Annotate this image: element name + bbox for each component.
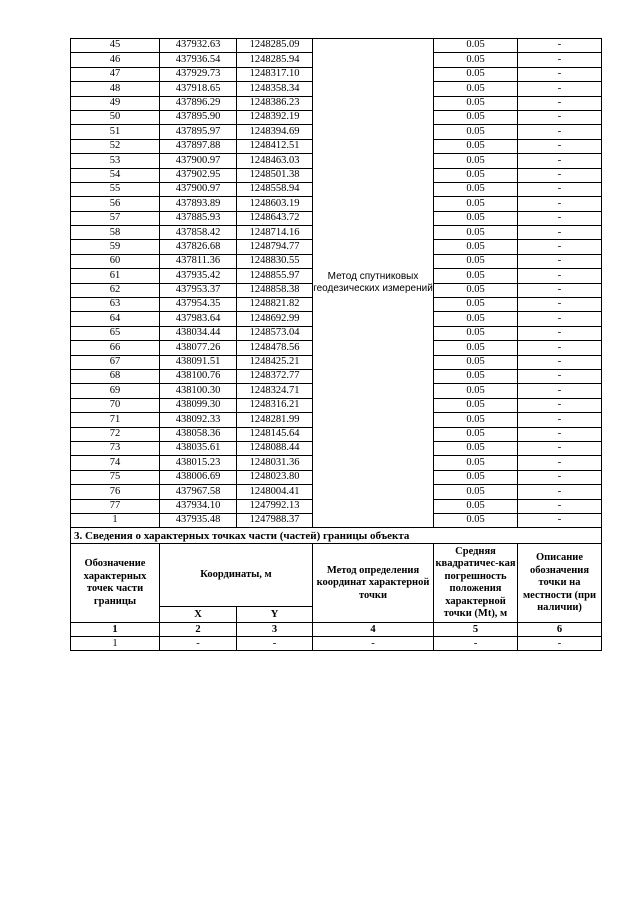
point-x: 437934.10 [160, 499, 237, 513]
point-number: 63 [71, 298, 160, 312]
point-mt: 0.05 [434, 384, 518, 398]
point-mt: 0.05 [434, 312, 518, 326]
point-number: 68 [71, 369, 160, 383]
point-y: 1248821.82 [237, 298, 313, 312]
column-number-row [71, 623, 602, 637]
point-description: - [518, 513, 602, 527]
point-x: 438015.23 [160, 456, 237, 470]
point-x: 437885.93 [160, 211, 237, 225]
point-number: 73 [71, 441, 160, 455]
section3-cell: 1 [71, 637, 160, 651]
point-row [71, 39, 602, 53]
point-x: 437953.37 [160, 283, 237, 297]
header-x: X [160, 607, 237, 623]
point-y: 1248281.99 [237, 413, 313, 427]
header-description: Описание обозначения точки на местности (при наличии) [518, 544, 602, 623]
point-description: - [518, 125, 602, 139]
point-x: 437900.97 [160, 182, 237, 196]
point-description: - [518, 398, 602, 412]
point-description: - [518, 67, 602, 81]
method-cell: Метод спутниковых геодезических измерений [313, 39, 434, 528]
point-mt: 0.05 [434, 441, 518, 455]
point-x: 438058.36 [160, 427, 237, 441]
point-mt: 0.05 [434, 96, 518, 110]
characteristic-points-table [70, 38, 602, 651]
column-number: 6 [518, 623, 602, 637]
point-number: 70 [71, 398, 160, 412]
point-mt: 0.05 [434, 197, 518, 211]
header-y: Y [237, 607, 313, 623]
point-mt: 0.05 [434, 427, 518, 441]
point-number: 61 [71, 269, 160, 283]
point-number: 65 [71, 326, 160, 340]
point-x: 438100.76 [160, 369, 237, 383]
point-description: - [518, 168, 602, 182]
point-y: 1248372.77 [237, 369, 313, 383]
point-number: 64 [71, 312, 160, 326]
section3 [71, 528, 602, 651]
point-description: - [518, 254, 602, 268]
point-mt: 0.05 [434, 499, 518, 513]
point-x: 437929.73 [160, 67, 237, 81]
point-description: - [518, 211, 602, 225]
column-number: 1 [71, 623, 160, 637]
point-number: 60 [71, 254, 160, 268]
point-description: - [518, 53, 602, 67]
point-x: 438035.61 [160, 441, 237, 455]
point-description: - [518, 226, 602, 240]
point-number: 52 [71, 139, 160, 153]
point-x: 437935.48 [160, 513, 237, 527]
point-y: 1247992.13 [237, 499, 313, 513]
point-x: 437897.88 [160, 139, 237, 153]
point-y: 1248603.19 [237, 197, 313, 211]
points-table-body [71, 39, 602, 528]
point-mt: 0.05 [434, 456, 518, 470]
point-x: 438006.69 [160, 470, 237, 484]
point-y: 1248358.34 [237, 82, 313, 96]
point-number: 1 [71, 513, 160, 527]
point-mt: 0.05 [434, 398, 518, 412]
point-mt: 0.05 [434, 226, 518, 240]
point-x: 437858.42 [160, 226, 237, 240]
section3-title: 3. Сведения о характерных точках части (частей) границы объекта [71, 528, 602, 544]
point-y: 1248855.97 [237, 269, 313, 283]
point-mt: 0.05 [434, 182, 518, 196]
point-mt: 0.05 [434, 513, 518, 527]
point-mt: 0.05 [434, 369, 518, 383]
point-number: 54 [71, 168, 160, 182]
point-x: 438099.30 [160, 398, 237, 412]
point-y: 1248285.09 [237, 39, 313, 53]
point-x: 438100.30 [160, 384, 237, 398]
point-y: 1248145.64 [237, 427, 313, 441]
point-y: 1248463.03 [237, 154, 313, 168]
point-mt: 0.05 [434, 298, 518, 312]
point-description: - [518, 427, 602, 441]
point-x: 437902.95 [160, 168, 237, 182]
point-number: 69 [71, 384, 160, 398]
point-mt: 0.05 [434, 485, 518, 499]
point-y: 1248023.80 [237, 470, 313, 484]
point-number: 58 [71, 226, 160, 240]
point-y: 1248714.16 [237, 226, 313, 240]
point-mt: 0.05 [434, 110, 518, 124]
point-number: 66 [71, 341, 160, 355]
column-number: 3 [237, 623, 313, 637]
point-description: - [518, 369, 602, 383]
point-mt: 0.05 [434, 326, 518, 340]
point-y: 1248386.23 [237, 96, 313, 110]
point-y: 1248830.55 [237, 254, 313, 268]
point-description: - [518, 39, 602, 53]
point-mt: 0.05 [434, 168, 518, 182]
point-mt: 0.05 [434, 211, 518, 225]
point-y: 1248478.56 [237, 341, 313, 355]
point-x: 437895.90 [160, 110, 237, 124]
point-x: 437936.54 [160, 53, 237, 67]
point-x: 437935.42 [160, 269, 237, 283]
point-number: 55 [71, 182, 160, 196]
point-x: 437983.64 [160, 312, 237, 326]
point-mt: 0.05 [434, 39, 518, 53]
header-designation: Обозначение характерных точек части границы [71, 544, 160, 623]
point-x: 437811.36 [160, 254, 237, 268]
point-mt: 0.05 [434, 67, 518, 81]
point-y: 1248692.99 [237, 312, 313, 326]
point-x: 437918.65 [160, 82, 237, 96]
point-x: 437967.58 [160, 485, 237, 499]
point-number: 48 [71, 82, 160, 96]
point-mt: 0.05 [434, 139, 518, 153]
point-x: 438091.51 [160, 355, 237, 369]
point-number: 50 [71, 110, 160, 124]
section3-cell: - [313, 637, 434, 651]
point-description: - [518, 441, 602, 455]
point-description: - [518, 312, 602, 326]
section3-cell: - [434, 637, 518, 651]
document-sheet [70, 38, 601, 651]
column-number: 5 [434, 623, 518, 637]
point-number: 74 [71, 456, 160, 470]
point-number: 71 [71, 413, 160, 427]
point-y: 1248412.51 [237, 139, 313, 153]
point-description: - [518, 182, 602, 196]
point-mt: 0.05 [434, 254, 518, 268]
point-description: - [518, 341, 602, 355]
point-description: - [518, 456, 602, 470]
point-y: 1248394.69 [237, 125, 313, 139]
header-method: Метод определения координат характерной точки [313, 544, 434, 623]
point-description: - [518, 154, 602, 168]
point-description: - [518, 139, 602, 153]
point-mt: 0.05 [434, 154, 518, 168]
point-x: 437893.89 [160, 197, 237, 211]
point-x: 437826.68 [160, 240, 237, 254]
section3-cell: - [160, 637, 237, 651]
point-mt: 0.05 [434, 355, 518, 369]
point-y: 1248558.94 [237, 182, 313, 196]
section3-cell: - [237, 637, 313, 651]
point-y: 1248004.41 [237, 485, 313, 499]
point-number: 53 [71, 154, 160, 168]
point-number: 77 [71, 499, 160, 513]
point-y: 1248858.38 [237, 283, 313, 297]
point-description: - [518, 470, 602, 484]
point-x: 438077.26 [160, 341, 237, 355]
point-description: - [518, 499, 602, 513]
point-mt: 0.05 [434, 240, 518, 254]
point-y: 1248285.94 [237, 53, 313, 67]
point-description: - [518, 283, 602, 297]
point-mt: 0.05 [434, 283, 518, 297]
point-number: 57 [71, 211, 160, 225]
section3-cell: - [518, 637, 602, 651]
point-description: - [518, 240, 602, 254]
point-description: - [518, 384, 602, 398]
point-number: 46 [71, 53, 160, 67]
point-description: - [518, 326, 602, 340]
point-x: 437895.97 [160, 125, 237, 139]
point-x: 437932.63 [160, 39, 237, 53]
point-y: 1247988.37 [237, 513, 313, 527]
point-x: 438034.44 [160, 326, 237, 340]
point-number: 75 [71, 470, 160, 484]
header-mt: Средняя квадратичес-кая погрешность положения характерной точки (Mt), м [434, 544, 518, 623]
point-mt: 0.05 [434, 82, 518, 96]
point-y: 1248643.72 [237, 211, 313, 225]
point-number: 51 [71, 125, 160, 139]
point-y: 1248501.38 [237, 168, 313, 182]
point-number: 76 [71, 485, 160, 499]
point-x: 438092.33 [160, 413, 237, 427]
point-y: 1248794.77 [237, 240, 313, 254]
point-y: 1248573.04 [237, 326, 313, 340]
column-number: 2 [160, 623, 237, 637]
point-number: 67 [71, 355, 160, 369]
point-mt: 0.05 [434, 269, 518, 283]
point-x: 437954.35 [160, 298, 237, 312]
point-mt: 0.05 [434, 125, 518, 139]
point-description: - [518, 82, 602, 96]
column-number: 4 [313, 623, 434, 637]
point-number: 47 [71, 67, 160, 81]
section3-data-row [71, 637, 602, 651]
point-x: 437896.29 [160, 96, 237, 110]
point-number: 49 [71, 96, 160, 110]
point-description: - [518, 110, 602, 124]
point-description: - [518, 197, 602, 211]
point-description: - [518, 485, 602, 499]
point-y: 1248088.44 [237, 441, 313, 455]
point-description: - [518, 355, 602, 369]
point-mt: 0.05 [434, 53, 518, 67]
point-y: 1248324.71 [237, 384, 313, 398]
point-y: 1248392.19 [237, 110, 313, 124]
point-number: 45 [71, 39, 160, 53]
point-mt: 0.05 [434, 413, 518, 427]
point-mt: 0.05 [434, 341, 518, 355]
point-y: 1248316.21 [237, 398, 313, 412]
point-description: - [518, 298, 602, 312]
point-description: - [518, 269, 602, 283]
point-number: 72 [71, 427, 160, 441]
point-y: 1248425.21 [237, 355, 313, 369]
point-number: 56 [71, 197, 160, 211]
point-y: 1248031.36 [237, 456, 313, 470]
point-number: 62 [71, 283, 160, 297]
point-x: 437900.97 [160, 154, 237, 168]
point-mt: 0.05 [434, 470, 518, 484]
point-y: 1248317.10 [237, 67, 313, 81]
header-coordinates: Координаты, м [160, 544, 313, 607]
point-description: - [518, 96, 602, 110]
point-number: 59 [71, 240, 160, 254]
point-description: - [518, 413, 602, 427]
